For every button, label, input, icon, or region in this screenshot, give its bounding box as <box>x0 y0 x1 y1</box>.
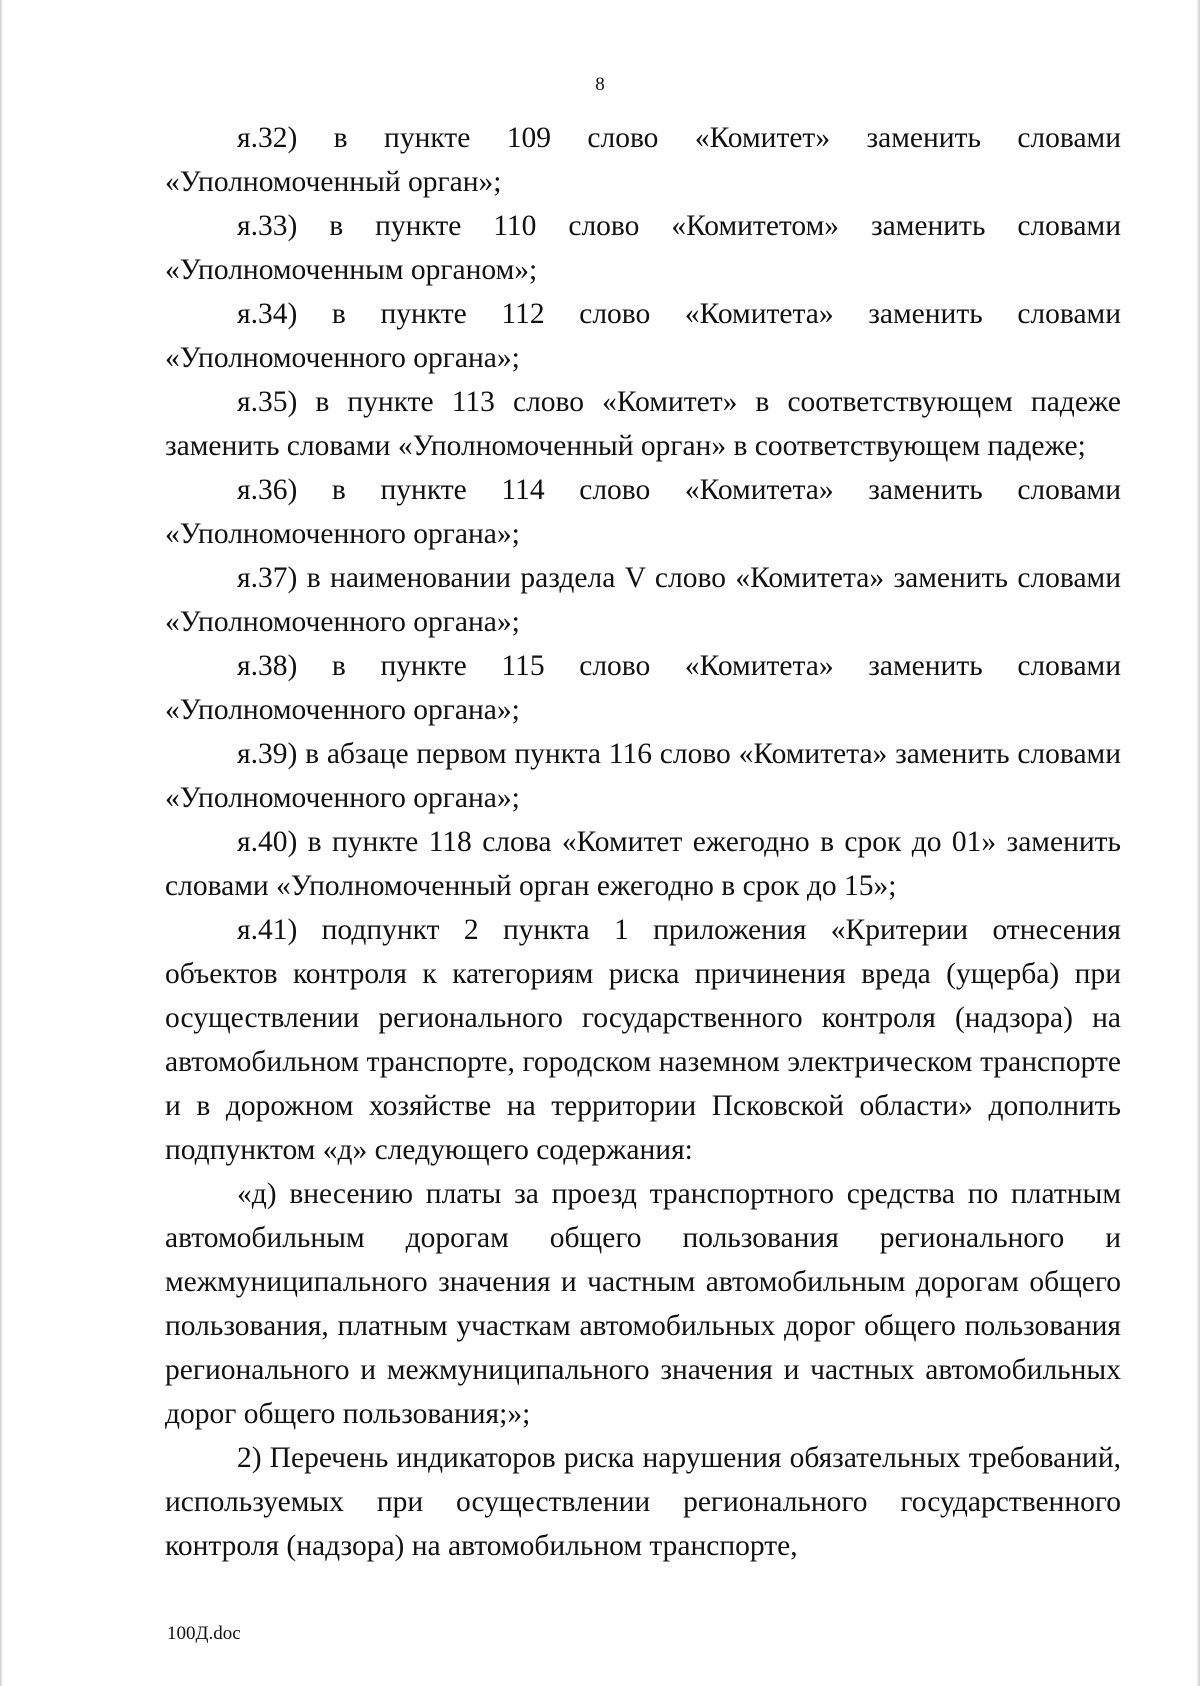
paragraph-item-35: я.35) в пункте 113 слово «Комитет» в соответствующем падеже заменить словами «Уполномоченный орган» в соответствующем падеже; <box>165 386 1121 462</box>
paragraph-item-39: я.39) в абзаце первом пункта 116 слово «Комитета» заменить словами «Уполномоченного органа»; <box>165 738 1121 814</box>
paragraph-item-34: я.34) в пункте 112 слово «Комитета» заменить словами «Уполномоченного органа»; <box>165 298 1121 374</box>
document-body <box>165 116 1121 1568</box>
paragraph-item-37: я.37) в наименовании раздела V слово «Комитета» заменить словами «Уполномоченного органа»; <box>165 562 1121 638</box>
paragraph-item-33: я.33) в пункте 110 слово «Комитетом» заменить словами «Уполномоченным органом»; <box>165 210 1121 286</box>
paragraph-item-36: я.36) в пункте 114 слово «Комитета» заменить словами «Уполномоченного органа»; <box>165 474 1121 550</box>
paragraph-item-38: я.38) в пункте 115 слово «Комитета» заменить словами «Уполномоченного органа»; <box>165 650 1121 726</box>
scan-edge-left <box>0 0 3 1686</box>
page-number: 8 <box>595 74 605 95</box>
paragraph-item-32: я.32) в пункте 109 слово «Комитет» заменить словами «Уполномоченный орган»; <box>165 122 1121 198</box>
paragraph-item-41: я.41) подпункт 2 пункта 1 приложения «Критерии отнесения объектов контроля к категориям риска причинения вреда (ущерба) при осуществлении регионального государственного контроля (надзора) на автомобильном транспорте, городском наземном электрическом транспорте и в дорожном хозяйстве на территории Псковской области» дополнить подпунктом «д» следующего содержания: <box>165 914 1121 1166</box>
paragraph-item-40: я.40) в пункте 118 слова «Комитет ежегодно в срок до 01» заменить словами «Уполномоченный орган ежегодно в срок до 15»; <box>165 826 1121 902</box>
paragraph-quoted-subitem-d: «д) внесению платы за проезд транспортного средства по платным автомобильным дорогам общего пользования регионального и межмуниципального значения и частным автомобильным дорогам общего пользования, платным участкам автомобильных дорог общего пользования регионального и межмуниципального значения и частных автомобильных дорог общего пользования;»; <box>165 1178 1121 1430</box>
scan-edge-right <box>1196 0 1200 1686</box>
footer-filename: 100Д.doc <box>167 1623 241 1644</box>
paragraph-item-2: 2) Перечень индикаторов риска нарушения обязательных требований, используемых при осуществлении регионального государственного контроля (надзора) на автомобильном транспорте, <box>165 1442 1121 1562</box>
